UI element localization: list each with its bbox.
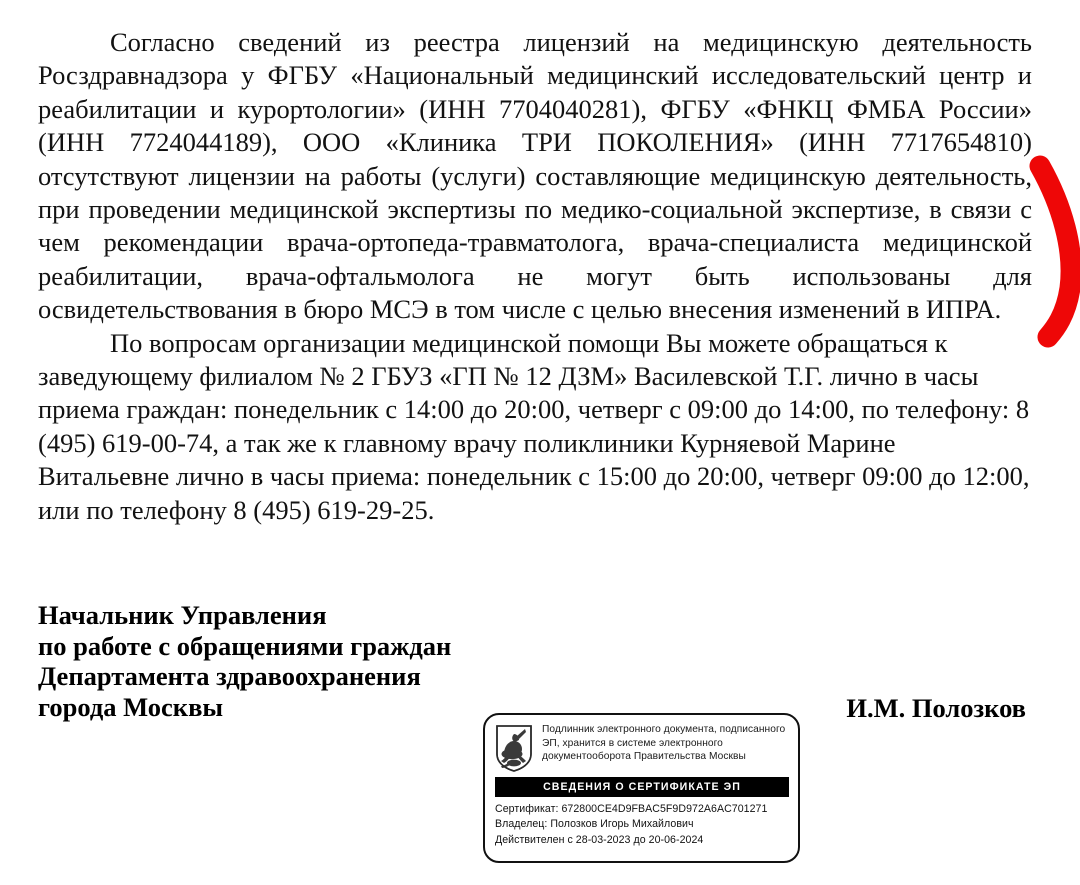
signer-name: И.М. Полозков xyxy=(846,693,1026,723)
es-stamp-banner: СВЕДЕНИЯ О СЕРТИФИКАТЕ ЭП xyxy=(495,777,789,797)
paragraph-licenses: Согласно сведений из реестра лицензий на медицинскую деятельность Росздравнадзора у ФГБУ «Национальный медицинский исследовательский центр и реабилитации и курортологии» (ИНН 7704040281), ФГБУ «ФНКЦ ФМБА России» (ИНН 7724044189), ООО «Клиника ТРИ ПОКОЛЕНИЯ» (ИНН 7717654810) отсутствуют лицензии на работы (услуги) составляющие медицинскую деятельность, при проведении медицинской экспертизы по медико-социальной экспертизе, в связи с чем рекомендации врача-ортопеда-травматолога, врача-специалиста медицинской реабилитации, врача-офтальмолога не могут быть использованы для освидетельствования в бюро МСЭ в том числе с целью внесения изменений в ИПРА. xyxy=(38,27,1032,325)
moscow-coat-of-arms-icon xyxy=(495,724,533,772)
signer-title-line-1: Начальник Управления xyxy=(38,600,327,630)
es-stamp-header xyxy=(485,715,798,772)
signer-title-line-4: города Москвы xyxy=(38,691,224,722)
es-certificate-validity: Действителен с 28-03-2023 до 20-06-2024 xyxy=(495,833,704,846)
red-curved-bracket-icon xyxy=(1040,166,1071,337)
es-stamp-notice: Подлинник электронного документа, подписанного ЭП, хранится в системе электронного документооборота Правительства Москвы xyxy=(542,724,786,763)
es-certificate-serial: Сертификат: 672800CE4D9FBAC5F9D972A6AC701271 xyxy=(495,803,768,815)
signer-title xyxy=(38,600,451,722)
document-body xyxy=(38,26,1032,527)
es-certificate-owner: Владелец: Полозков Игорь Михайлович xyxy=(495,818,694,831)
es-stamp-fields xyxy=(485,797,798,848)
signer-title-line-3: Департамента здравоохранения xyxy=(38,661,421,691)
paragraph-contacts: По вопросам организации медицинской помощи Вы можете обращаться к заведующему филиалом № 2 ГБУЗ «ГП № 12 ДЗМ» Василевской Т.Г. лично в часы приема граждан: понедельник с 14:00 до 20:00, четверг с 09:00 до 14:00, по телефону: 8 (495) 619-00-74, а так же к главному врачу поликлиники Курняевой Марине Витальевне лично в часы приема: понедельник с 15:00 до 20:00, четверг 09:00 до 12:00, или по телефону 8 (495) 619-29-25. xyxy=(38,327,1030,525)
signer-title-line-2: по работе с обращениями граждан xyxy=(38,630,452,661)
signature-block xyxy=(38,600,1032,722)
electronic-signature-stamp xyxy=(483,713,800,863)
